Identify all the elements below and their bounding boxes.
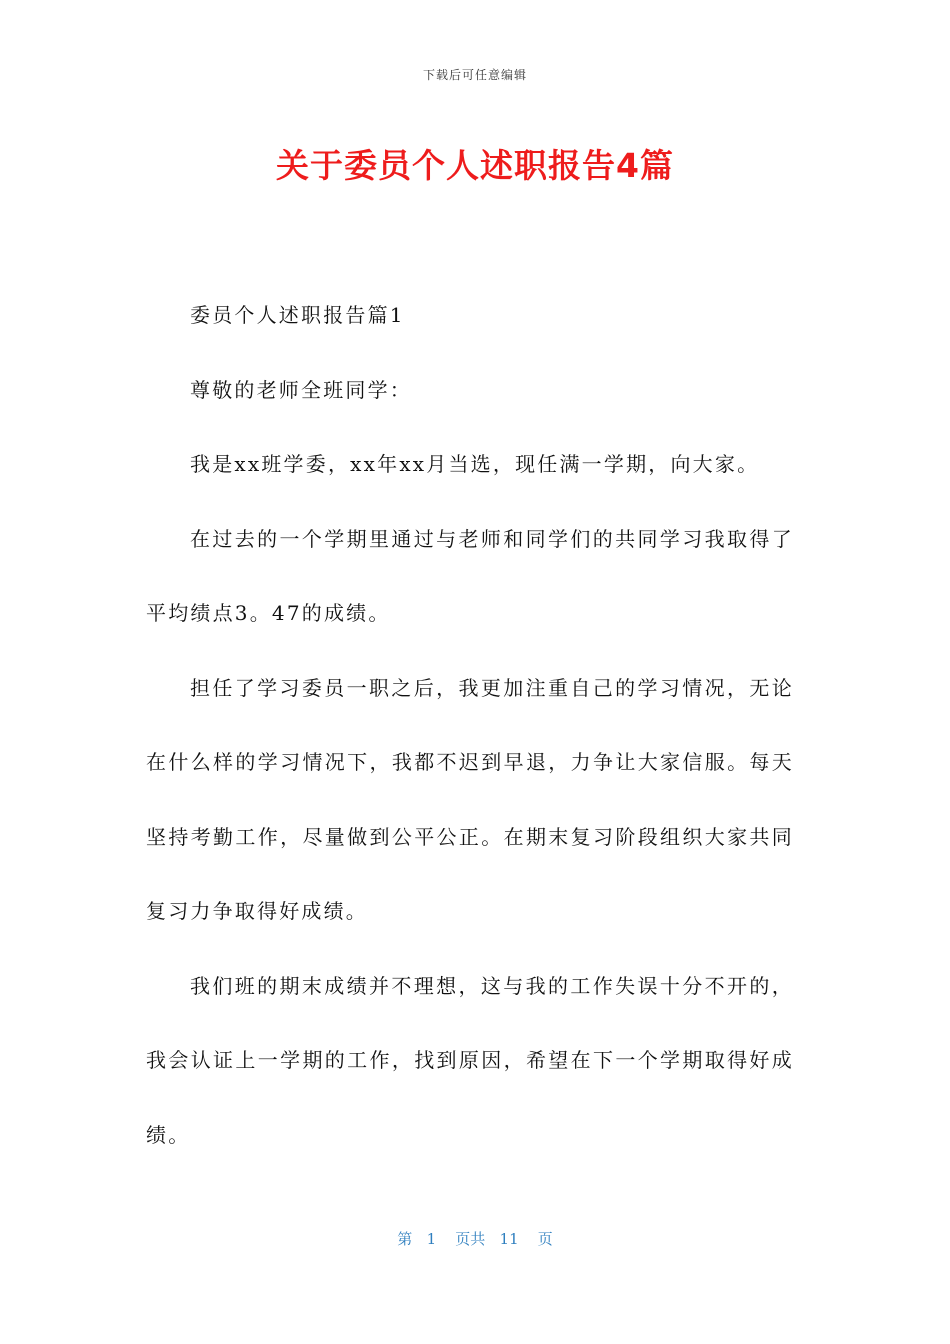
salutation: 尊敬的老师全班同学： bbox=[190, 377, 412, 402]
paragraph: 我们班的期末成绩并不理想，这与我的工作失误十分不开的，我会认证上一学期的工作，找到原因，希望在下一个学期取得好成绩。 bbox=[146, 973, 794, 1147]
paragraph: 我是xx班学委，xx年xx月当选，现任满一学期，向大家。 bbox=[190, 452, 760, 476]
header-note: 下载后可任意编辑 bbox=[422, 68, 527, 82]
footer-suffix: 页 bbox=[537, 1230, 553, 1248]
document-title: 关于委员个人述职报告4篇 bbox=[276, 146, 674, 185]
page-footer bbox=[0, 1228, 950, 1249]
footer-prefix: 第 bbox=[397, 1230, 413, 1248]
footer-middle: 页共 bbox=[455, 1230, 486, 1248]
paragraph: 担任了学习委员一职之后，我更加注重自己的学习情况，无论在什么样的学习情况下，我都不迟到早退，力争让大家信服。每天坚持考勤工作，尽量做到公平公正。在期末复习阶段组织大家共同复习力争取得好成绩。 bbox=[146, 675, 794, 923]
current-page-number: 1 bbox=[426, 1230, 437, 1248]
paragraph: 在过去的一个学期里通过与老师和同学们的共同学习我取得了平均绩点3。47的成绩。 bbox=[146, 526, 794, 625]
document-body bbox=[146, 278, 794, 1172]
section-heading: 委员个人述职报告篇1 bbox=[190, 303, 405, 327]
total-pages-number: 11 bbox=[499, 1230, 519, 1248]
